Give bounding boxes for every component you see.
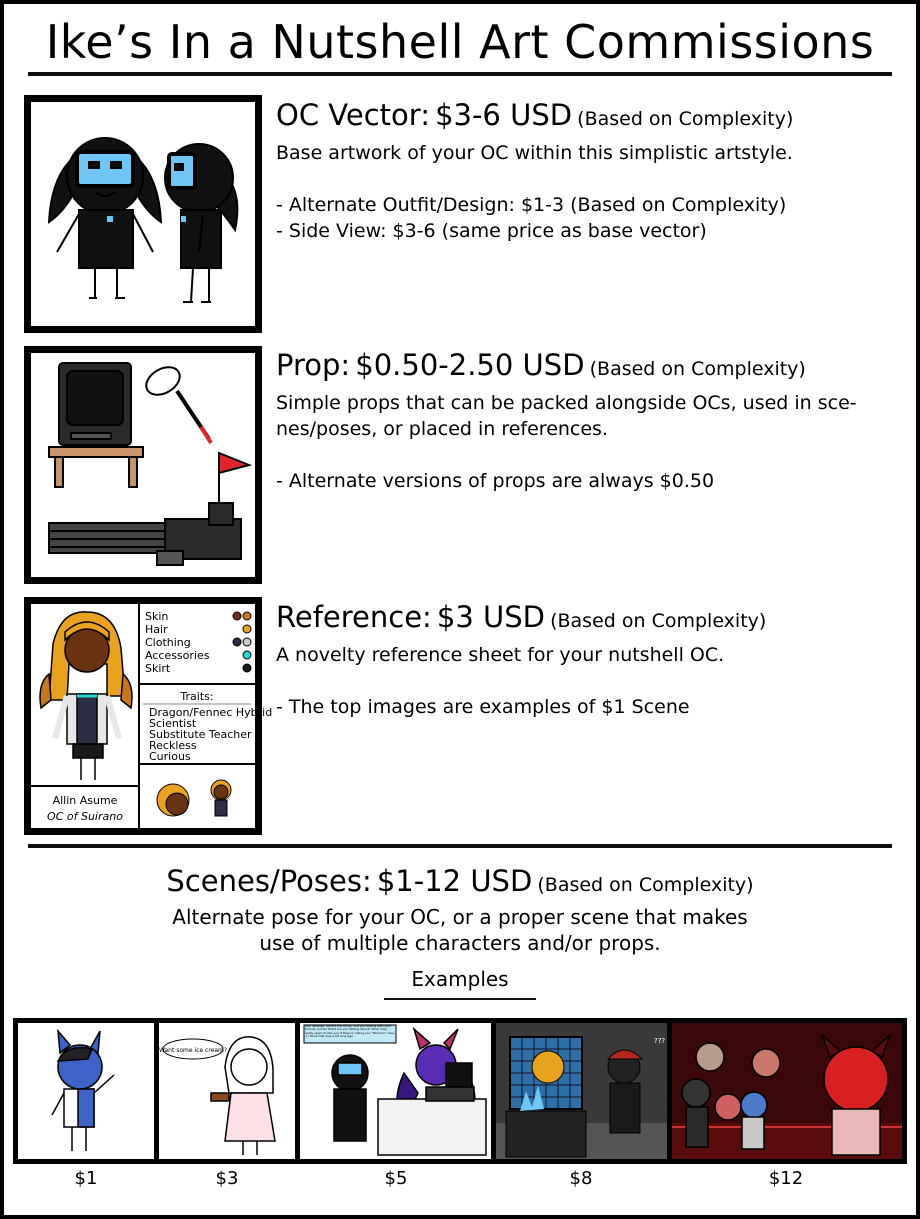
example-price: $12 (768, 1168, 804, 1189)
color-swatch (233, 638, 241, 646)
example-1-illustration (18, 1023, 154, 1159)
allin-character (40, 612, 132, 780)
scenes-description-line: use of multiple characters and/or props. (259, 931, 661, 955)
scenes-description-line: Alternate pose for your OC, or a proper scene that makes (172, 905, 748, 929)
ref-trait: Dragon/Fennec Hybrid (149, 706, 273, 719)
color-swatch (243, 612, 251, 620)
title-divider (28, 72, 892, 76)
scenes-price: $1-12 USD (376, 864, 533, 898)
example-panel-1 (18, 1023, 154, 1159)
examples-strip (13, 1018, 907, 1164)
scenes-note: (Based on Complexity) (537, 874, 754, 896)
prop-price: $0.50-2.50 USD (355, 348, 585, 382)
oc-side-view (165, 144, 237, 302)
reference-bullet: - The top images are examples of $1 Scene (276, 696, 690, 718)
ref-color-swatches (233, 612, 251, 672)
prop-heading (276, 348, 806, 382)
minigun-prop (49, 503, 241, 565)
example-panel-12 (672, 1023, 902, 1159)
oc-vector-illustration (31, 102, 255, 326)
ref-mini-heads (157, 780, 231, 816)
example-5-illustration (300, 1023, 491, 1159)
prop-illustration (31, 353, 255, 577)
example-price: $8 (569, 1168, 593, 1189)
reference-example-frame (24, 597, 273, 835)
scenes-label: Scenes/Poses: (166, 864, 372, 898)
examples-label: Examples (411, 967, 509, 991)
ref-character-name: Allin Asume (52, 794, 118, 807)
examples-underline (384, 998, 536, 1000)
example-panel-8 (496, 1023, 667, 1159)
scenes-divider (28, 844, 892, 848)
scenes-heading (4, 864, 916, 898)
oc-vector-example-frame (24, 95, 262, 333)
ref-color-label: Accessories (145, 649, 210, 662)
example-price: $1 (74, 1168, 98, 1189)
oc-vector-note: (Based on Complexity) (577, 108, 794, 130)
example-8-illustration (496, 1023, 667, 1159)
ref-character-owner: OC of Suirano (47, 810, 123, 823)
reference-label: Reference: (276, 600, 432, 634)
prop-bullet: - Alternate versions of props are always $0.50 (276, 470, 715, 492)
color-swatch (243, 638, 251, 646)
oc-vector-description: Base artwork of your OC within this simplistic artstyle. (276, 142, 793, 164)
reference-price: $3 USD (436, 600, 545, 634)
commission-sheet (4, 4, 916, 1215)
ref-trait: Scientist (149, 717, 197, 730)
prop-description-line: Simple props that can be packed alongside OCs, used in sce- (276, 392, 857, 414)
oc-vector-bullet: - Side View: $3-6 (same price as base vector) (276, 220, 707, 242)
oc-vector-price: $3-6 USD (435, 98, 573, 132)
reference-heading (276, 600, 766, 634)
example-panel-5 (300, 1023, 491, 1159)
ref-color-label: Clothing (145, 636, 191, 649)
oc-vector-bullet: - Alternate Outfit/Design: $1-3 (Based on Complexity) (276, 194, 787, 216)
oc-vector-heading (276, 98, 793, 132)
ref-color-label: Skin (145, 610, 169, 623)
tv-prop (49, 363, 143, 487)
example-5-speech: Hey Vanessa. What's the thing? Are you talking with your friends online? What are you talking about? Wow, they really seem to like you if they're calling you "Mommy" okay :) I think that was a bit long ago. (305, 1024, 395, 1039)
prop-description-line: nes/poses, or placed in references. (276, 418, 608, 440)
oc-vector-label: OC Vector: (276, 98, 430, 132)
example-12-illustration (672, 1023, 902, 1159)
color-swatch (233, 612, 241, 620)
oc-front-view (49, 138, 161, 298)
ref-trait: Substitute Teacher (149, 728, 252, 741)
page-title: Ike’s In a Nutshell Art Commissions (45, 15, 875, 69)
color-swatch (243, 651, 251, 659)
ref-traits-heading: Traits: (180, 690, 214, 703)
reference-sheet-illustration (31, 604, 273, 828)
example-8-marks: ??? (654, 1037, 666, 1045)
example-3-speech: Want some ice cream? (158, 1047, 228, 1054)
prop-example-frame (24, 346, 262, 584)
net-prop (141, 362, 211, 443)
ref-trait: Reckless (149, 739, 197, 752)
example-price: $3 (215, 1168, 239, 1189)
example-panel-3 (159, 1023, 295, 1159)
flag-prop (219, 453, 249, 503)
prop-note: (Based on Complexity) (589, 358, 806, 380)
example-3-illustration (159, 1023, 295, 1159)
ref-color-label: Hair (145, 623, 168, 636)
reference-description: A novelty reference sheet for your nutshell OC. (276, 644, 725, 666)
ref-color-label: Skirt (145, 662, 171, 675)
prop-label: Prop: (276, 348, 351, 382)
color-swatch (243, 625, 251, 633)
ref-trait: Curious (149, 750, 191, 763)
color-swatch (243, 664, 251, 672)
reference-note: (Based on Complexity) (550, 610, 767, 632)
example-price: $5 (384, 1168, 408, 1189)
